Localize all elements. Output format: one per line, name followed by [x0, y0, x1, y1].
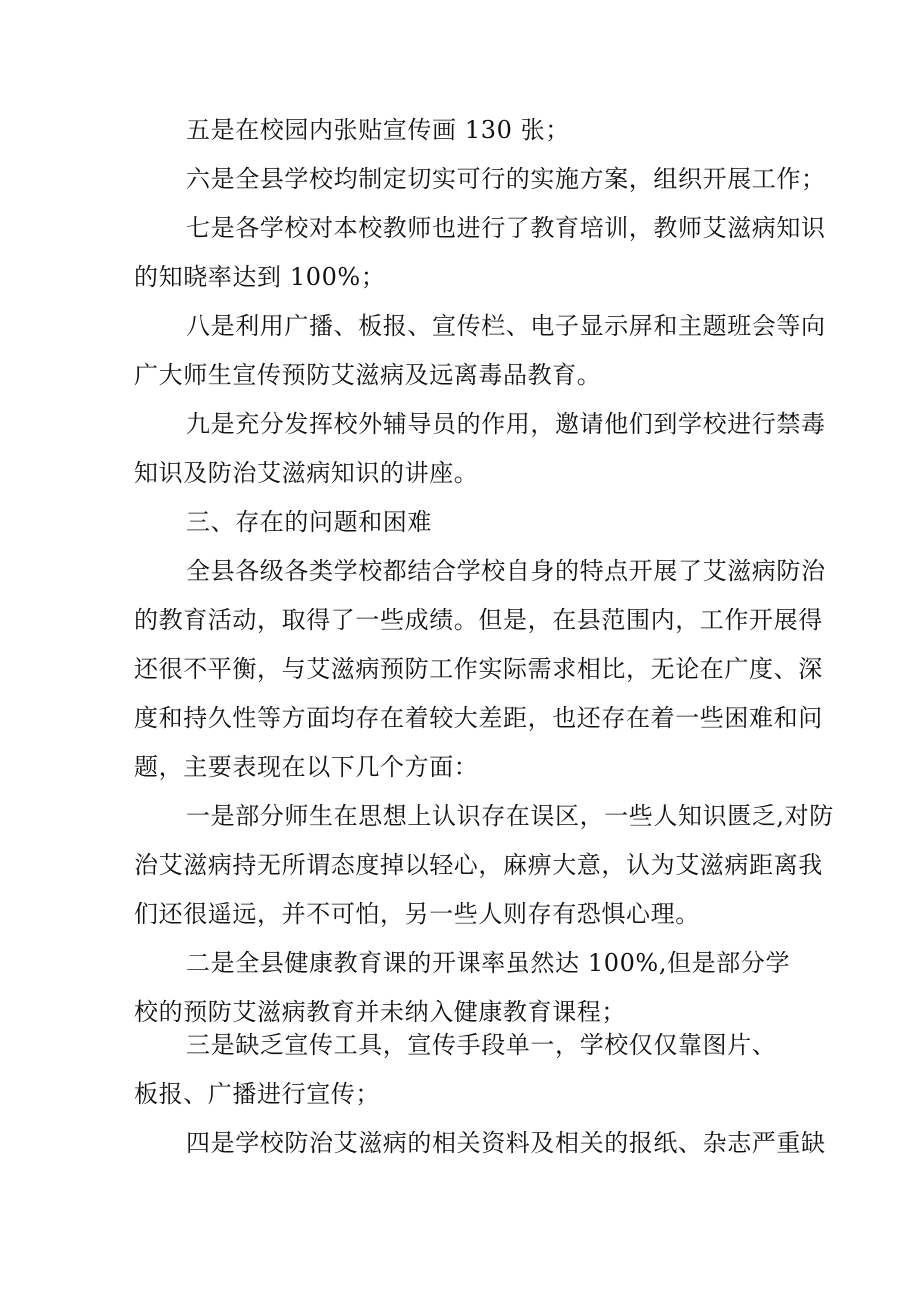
text-line: 全县各级各类学校都结合学校自身的特点开展了艾滋病防治 [186, 557, 826, 585]
text-line: 二是全县健康教育课的开课率虽然达 100%,但是部分学 [186, 949, 791, 977]
text-line: 题，主要表现在以下几个方面： [134, 753, 479, 781]
text-line: 的教育活动，取得了一些成绩。但是，在县范围内，工作开展得 [134, 606, 823, 634]
text-line: 八是利用广播、板报、宣传栏、电子显示屏和主题班会等向 [186, 312, 826, 340]
text-line: 六是全县学校均制定切实可行的实施方案，组织开展工作； [186, 165, 826, 193]
text-line: 校的预防艾滋病教育并未纳入健康教育课程； [134, 998, 626, 1026]
text-line: 治艾滋病持无所谓态度掉以轻心，麻痹大意，认为艾滋病距离我 [134, 851, 823, 879]
text-line: 四是学校防治艾滋病的相关资料及相关的报纸、杂志严重缺 [186, 1129, 826, 1157]
section-heading: 三、存在的问题和困难 [186, 508, 432, 536]
text-line: 九是充分发挥校外辅导员的作用，邀请他们到学校进行禁毒 [186, 410, 826, 438]
text-line: 七是各学校对本校教师也进行了教育培训，教师艾滋病知识 [186, 214, 826, 242]
text-line: 广大师生宣传预防艾滋病及远离毒品教育。 [134, 361, 602, 389]
text-line: 五是在校园内张贴宣传画 130 张； [186, 116, 570, 144]
text-line: 知识及防治艾滋病知识的讲座。 [134, 459, 479, 487]
text-line: 一是部分师生在思想上认识存在误区，一些人知识匮乏,对防 [186, 802, 834, 830]
text-line: 度和持久性等方面均存在着较大差距，也还存在着一些困难和问 [134, 704, 823, 732]
text-line: 三是缺乏宣传工具，宣传手段单一，学校仅仅靠图片、 [186, 1031, 777, 1059]
text-line: 的知晓率达到 100%； [134, 263, 386, 291]
text-line: 们还很遥远，并不可怕，另一些人则存有恐惧心理。 [134, 900, 700, 928]
text-line: 还很不平衡，与艾滋病预防工作实际需求相比，无论在广度、深 [134, 655, 823, 683]
text-line: 板报、广播进行宣传； [134, 1080, 380, 1108]
